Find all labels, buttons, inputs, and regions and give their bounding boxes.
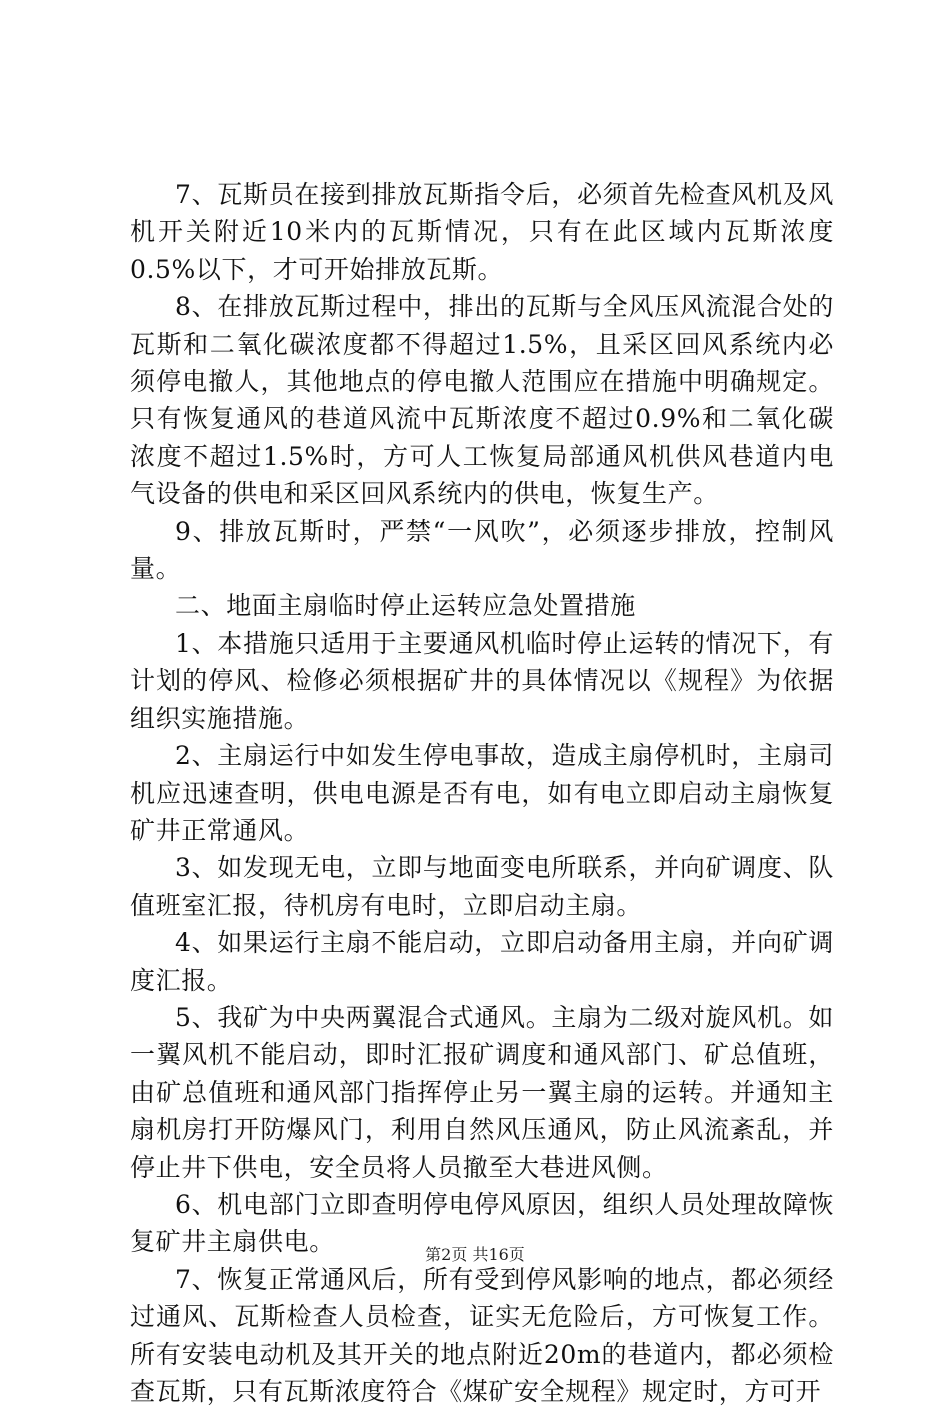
document-body [130, 176, 834, 1410]
paragraph-3-no-power: 3、如发现无电，立即与地面变电所联系，并向矿调度、队值班室汇报，待机房有电时，立即启动主扇。 [130, 853, 834, 920]
page-number-footer: 第2页 共16页 [425, 1245, 525, 1264]
paragraph-8-gas-concentration-limits: 8、在排放瓦斯过程中，排出的瓦斯与全风压风流混合处的瓦斯和二氧化碳浓度都不得超过1.5%，且采区回风系统内必须停电撤人，其他地点的停电撤人范围应在措施中明确规定。只有恢复通风的巷道风流中瓦斯浓度不超过0.9%和二氧化碳浓度不超过1.5%时，方可人工恢复局部通风机供风巷道内电气设备的供电和采区回风系统内的供电，恢复生产。 [130, 292, 834, 509]
paragraph-6-fault-repair: 6、机电部门立即查明停电停风原因，组织人员处理故障恢复矿井主扇供电。 [130, 1189, 834, 1257]
paragraph-1-scope: 1、本措施只适用于主要通风机临时停止运转的情况下，有计划的停风、检修必须根据矿井的具体情况以《规程》为依据组织实施措施。 [130, 628, 834, 733]
paragraph-9-gradual-release: 9、排放瓦斯时，严禁“一风吹”，必须逐步排放，控制风量。 [130, 516, 834, 584]
paragraph-7-gas-release-check: 7、瓦斯员在接到排放瓦斯指令后，必须首先检查风机及风机开关附近10米内的瓦斯情况，只有在此区域内瓦斯浓度0.5%以下，才可开始排放瓦斯。 [130, 180, 834, 284]
paragraph-4-backup-fan: 4、如果运行主扇不能启动，立即启动备用主扇，并向矿调度汇报。 [130, 928, 834, 995]
section-heading-fan-stop-measures: 二、地面主扇临时停止运转应急处置措施 [175, 591, 636, 621]
paragraph-5-ventilation-system: 5、我矿为中央两翼混合式通风。主扇为二级对旋风机。如一翼风机不能启动，即时汇报矿调度和通风部门、矿总值班，由矿总值班和通风部门指挥停止另一翼主扇的运转。并通知主扇机房打开防爆风门，利用自然风压通风，防止风流紊乱，并停止井下供电，安全员将人员撤至大巷进风侧。 [130, 1002, 834, 1182]
paragraph-7-resume-work: 7、恢复正常通风后，所有受到停风影响的地点，都必须经过通风、瓦斯检查人员检查，证实无危险后，方可恢复工作。所有安装电动机及其开关的地点附近20m的巷道内，都必须检查瓦斯，只有瓦斯浓度符合《煤矿安全规程》规定时，方可开 [130, 1264, 834, 1406]
paragraph-2-power-outage: 2、主扇运行中如发生停电事故，造成主扇停机时，主扇司机应迅速查明，供电电源是否有电，如有电立即启动主扇恢复矿井正常通风。 [130, 741, 834, 845]
